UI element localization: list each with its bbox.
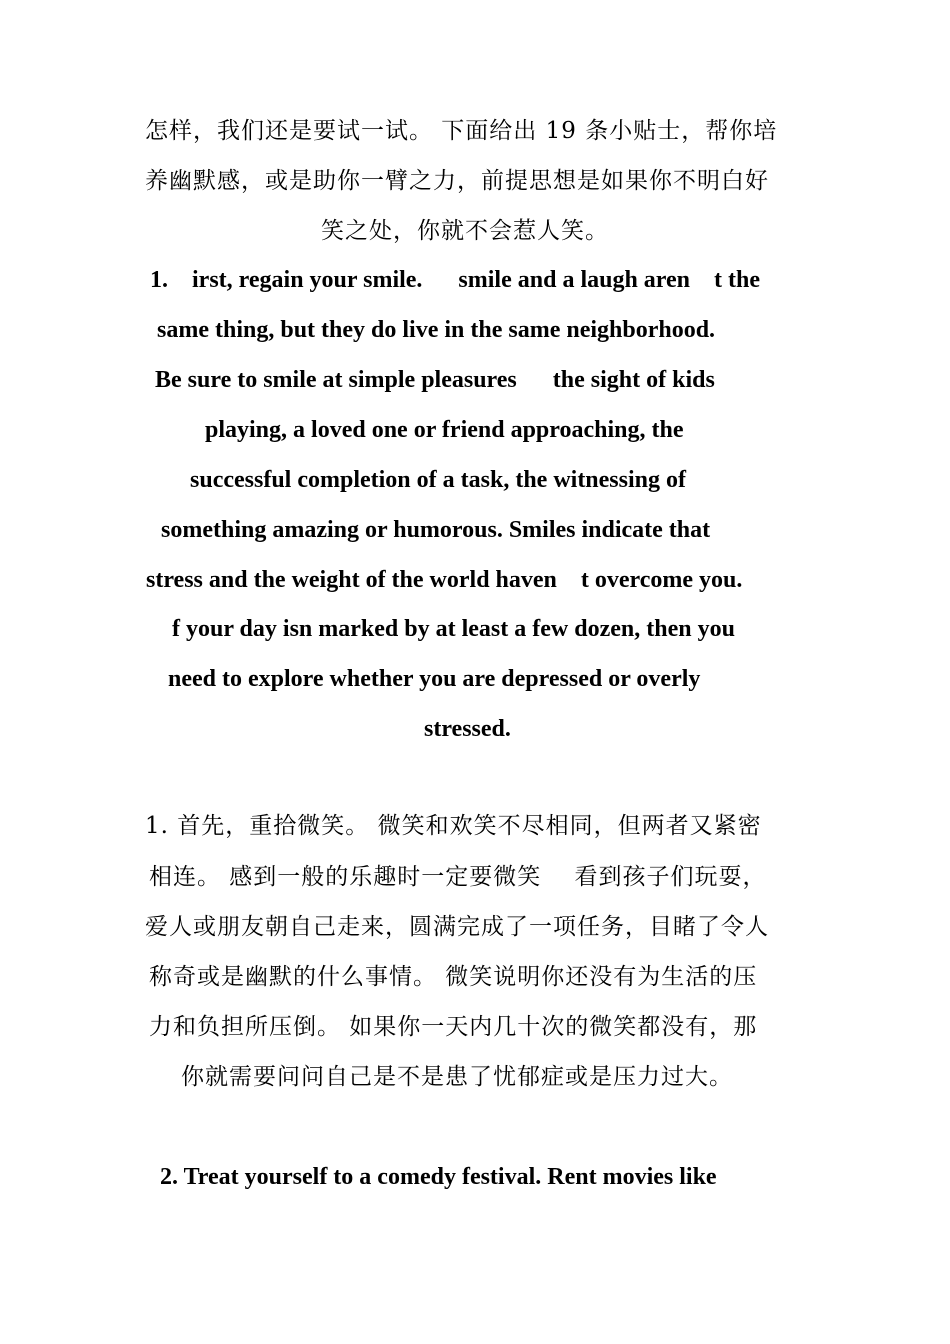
tip1-zh-line-4: 称奇或是幽默的什么事情。 微笑说明你还没有为生活的压: [149, 964, 758, 990]
intro-zh-line-1: 怎样，我们还是要试一试。 下面给出 19 条小贴士，帮你培: [145, 118, 778, 144]
tip1-en-line-6: something amazing or humorous. Smiles indicate that: [161, 517, 711, 543]
intro-zh-line-3: 笑之处，你就不会惹人笑。: [321, 218, 609, 244]
tip1-en-line-3: Be sure to smile at simple pleasures the sight of kids: [155, 367, 715, 393]
tip1-zh-line-2: 相连。 感到一般的乐趣时一定要微笑 看到孩子们玩耍，: [149, 864, 767, 890]
tip1-en-line-2: same thing, but they do live in the same neighborhood.: [157, 317, 716, 343]
tip1-en-line-1: 1. irst, regain your smile. smile and a laugh aren t the: [150, 267, 761, 293]
tip1-en-line-4: playing, a loved one or friend approaching, the: [205, 417, 684, 443]
tip1-zh-line-1: 1. 首先，重拾微笑。 微笑和欢笑不尽相同，但两者又紧密: [145, 813, 762, 839]
intro-zh-line-2: 养幽默感，或是助你一臂之力，前提思想是如果你不明白好: [145, 168, 769, 194]
tip1-en-line-7: stress and the weight of the world haven t overcome you.: [146, 567, 743, 593]
tip1-zh-line-6: 你就需要问问自己是不是患了忧郁症或是压力过大。: [181, 1064, 733, 1090]
tip2-en-line-1: 2. Treat yourself to a comedy festival. Rent movies like: [160, 1164, 717, 1190]
tip1-zh-line-5: 力和负担所压倒。 如果你一天内几十次的微笑都没有，那: [149, 1014, 758, 1040]
tip1-en-line-8: f your day isn marked by at least a few dozen, then you: [166, 616, 735, 642]
tip1-zh-line-3: 爱人或朋友朝自己走来，圆满完成了一项任务，目睹了令人: [145, 914, 769, 940]
tip1-en-line-5: successful completion of a task, the witnessing of: [190, 467, 686, 493]
tip1-en-line-10: stressed.: [424, 716, 511, 742]
tip1-en-line-9: need to explore whether you are depressed or overly: [168, 666, 701, 692]
